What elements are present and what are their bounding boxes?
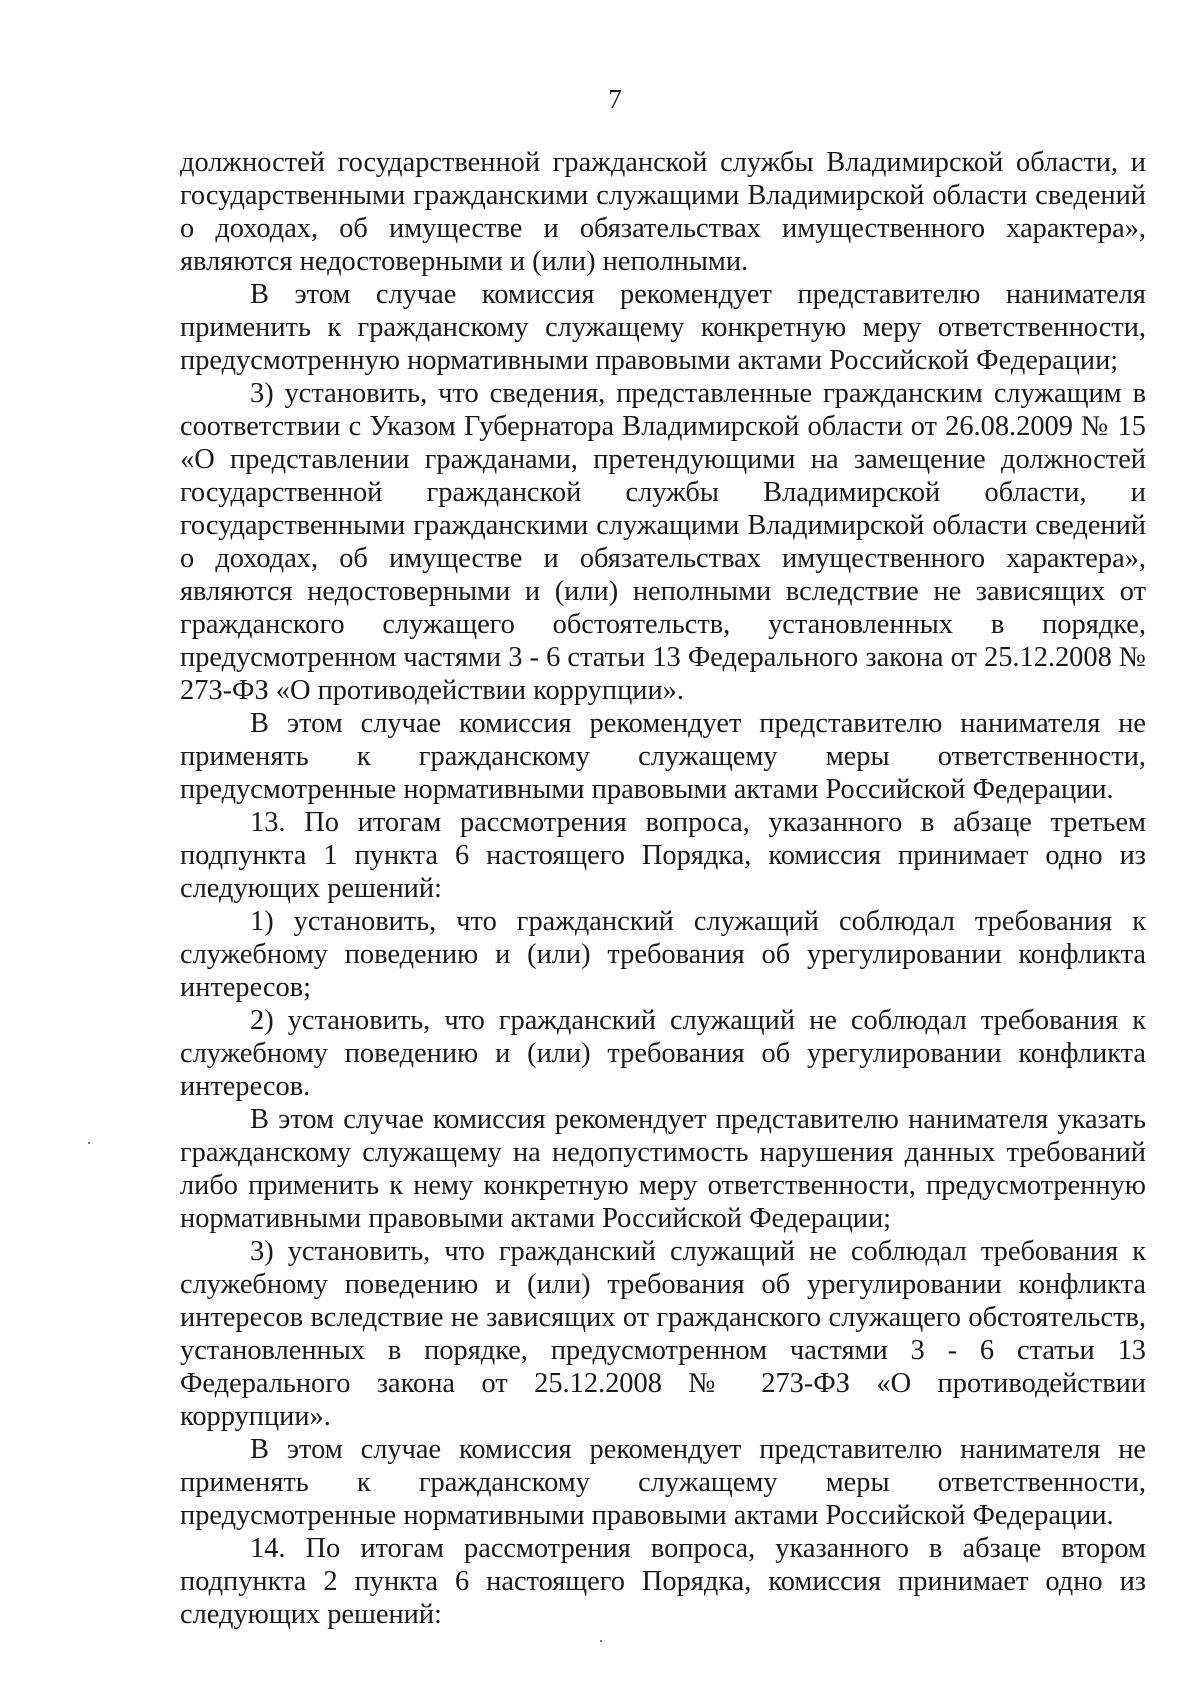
paragraph-recommendation-indicate: В этом случае комиссия рекомендует представителю нанимателя указать гражданскому служащему на недопустимость нарушения данных требований либо применить к нему конкретную меру ответственности, предусмотренную нормативными правовыми актами Российской Федерации; <box>180 1104 1146 1234</box>
page-number: 7 <box>608 84 622 114</box>
paragraph-continuation: должностей государственной гражданской службы Владимирской области, и государственными гражданскими служащими Владимирской области сведений о доходах, об имуществе и обязательствах имущественного характера», являются недостоверными и (или) неполными. <box>180 147 1146 277</box>
paragraph-section-13: 13. По итогам рассмотрения вопроса, указанного в абзаце третьем подпункта 1 пункта 6 настоящего Порядка, комиссия принимает одно из следующих решений: <box>180 807 1146 904</box>
paragraph-section-13-item-3: 3) установить, что гражданский служащий не соблюдал требования к служебному поведению и (или) требования об урегулировании конфликта интересов вследствие не зависящих от гражданского служащего обстоятельств, установленных в порядке, предусмотренном частями 3 - 6 статьи 13 Федерального закона от 25.12.2008 № 273-ФЗ «О противодействии коррупции». <box>180 1236 1146 1432</box>
scan-speck <box>88 1142 90 1144</box>
paragraph-recommendation-not-apply: В этом случае комиссия рекомендует представителю нанимателя не применять к гражданскому служащему меры ответственности, предусмотренные нормативными правовыми актами Российской Федерации. <box>180 708 1146 805</box>
paragraph-section-13-item-1: 1) установить, что гражданский служащий соблюдал требования к служебному поведению и (или) требования об урегулировании конфликта интересов; <box>180 906 1146 1003</box>
paragraph-section-13-item-2: 2) установить, что гражданский служащий не соблюдал требования к служебному поведению и (или) требования об урегулировании конфликта интересов. <box>180 1005 1146 1102</box>
document-body <box>180 146 1146 1631</box>
paragraph-recommendation-not-apply-2: В этом случае комиссия рекомендует представителю нанимателя не применять к гражданскому служащему меры ответственности, предусмотренные нормативными правовыми актами Российской Федерации. <box>180 1434 1146 1531</box>
scan-speck <box>600 1640 602 1642</box>
paragraph-recommendation-apply-measure: В этом случае комиссия рекомендует представителю нанимателя применить к гражданскому служащему конкретную меру ответственности, предусмотренную нормативными правовыми актами Российской Федерации; <box>180 279 1146 376</box>
paragraph-section-14: 14. По итогам рассмотрения вопроса, указанного в абзаце втором подпункта 2 пункта 6 настоящего Порядка, комиссия принимает одно из следующих решений: <box>180 1533 1146 1630</box>
paragraph-item-3-information: 3) установить, что сведения, представленные гражданским служащим в соответствии с Указом Губернатора Владимирской области от 26.08.2009 № 15 «О представлении гражданами, претендующими на замещение должностей государственной гражданской службы Владимирской области, и государственными гражданскими служащими Владимирской области сведений о доходах, об имуществе и обязательствах имущественного характера», являются недостоверными и (или) неполными вследствие не зависящих от гражданского служащего обстоятельств, установленных в порядке, предусмотренном частями 3 - 6 статьи 13 Федерального закона от 25.12.2008 № 273-ФЗ «О противодействии коррупции». <box>180 378 1146 706</box>
